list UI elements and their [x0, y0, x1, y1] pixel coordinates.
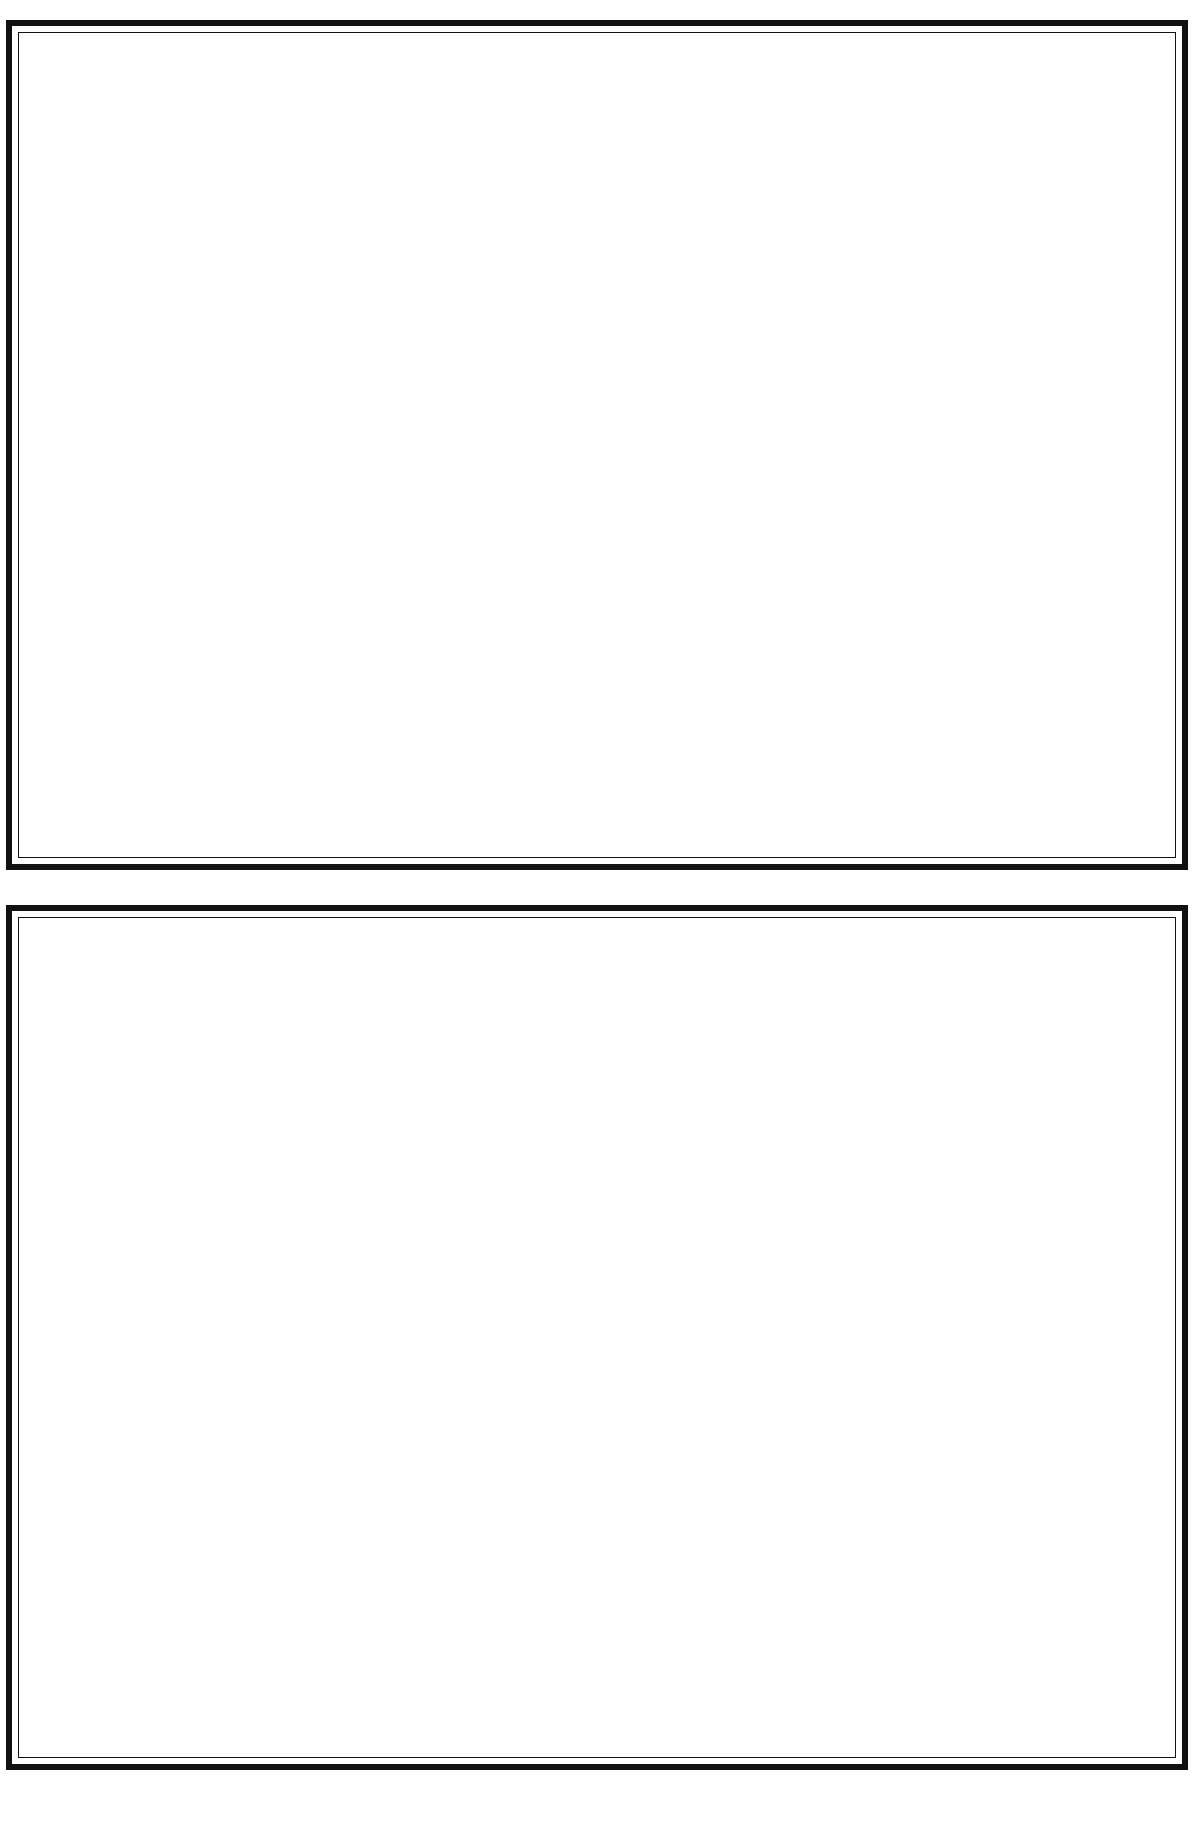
- top-page-text-frame: [18, 32, 1176, 858]
- top-page: [6, 20, 1188, 870]
- bottom-page: [6, 905, 1188, 1770]
- bottom-page-text-frame: [18, 917, 1176, 1758]
